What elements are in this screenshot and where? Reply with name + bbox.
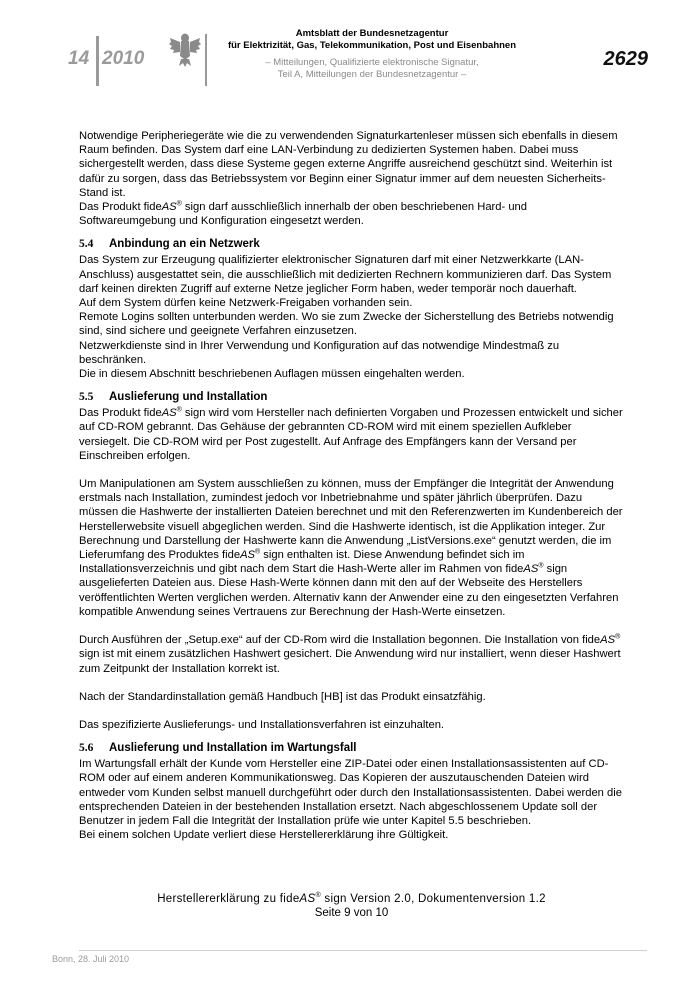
- paragraph: Um Manipulationen am System ausschließen zu können, muss der Empfänger die Integrität der Anwendung erstmals nach Installation, zumindest jedoch vor Inbetriebnahme und später jährlich überprüfen. Dazu müssen die Hashwerte der installierten Dateien berechnet und mit den Referenzwerten im Kundenbereich der Herstellerwebsite visuell abgeglichen werden. Sind die Hashwerte identisch, ist die Applikation integer. Zur Berechnung und Darstellung der Hashwerte kann die Anwendung „ListVersions.exe“ genutzt werden, die im Lieferumfang des Produktes fideAS® sign enthalten ist. Diese Anwendung befindet sich im Installationsverzeichnis und gibt nach dem Start die Hash-Werte aller im Rahmen von fideAS® sign ausgelieferten Dateien aus. Diese Hash-Werte können dann mit den auf der Webseite des Herstellers veröffentlichten Werten verglichen werden. Alternativ kann der Anwender eine zu den eingesetzten Verfahren kompatible Anwendung seines Vertrauens zur Berechnung der Hash-Werte einsetzen.: [79, 478, 623, 618]
- section-heading-5-5: [79, 390, 624, 406]
- paragraph: Notwendige Peripheriegeräte wie die zu verwendenden Signaturkartenleser müssen sich ebenfalls in diesem Raum befinden. Das System darf eine LAN-Verbindung zu dedizierten Systemen haben. Dabei muss sichergestellt werden, dass diese Systeme gegen externe Angriffe ausreichend geschützt sind. Weiterhin ist dafür zu sorgen, dass das Betriebssystem vor Beginn einer Signatur immer auf dem neuesten Sicherheits-Stand ist.: [79, 130, 618, 199]
- publication-date: Bonn, 28. Juli 2010: [52, 954, 130, 964]
- issue-year: 2010: [102, 48, 145, 69]
- gazette-title: [222, 28, 522, 52]
- footer-document-title: Herstellererklärung zu fideAS® sign Version 2.0, Dokumentenversion 1.2: [157, 892, 546, 905]
- section-heading-5-4: [79, 237, 624, 253]
- document-body: [79, 129, 624, 842]
- paragraph: Die in diesem Abschnitt beschriebenen Auflagen müssen eingehalten werden.: [79, 368, 465, 381]
- paragraph: Durch Ausführen der „Setup.exe“ auf der CD-Rom wird die Installation begonnen. Die Installation von fideAS® sign ist mit einem zusätzlichen Hashwert gesichert. Die Anwendung wird nur installiert, wenn dieser Hashwert zum Zeitpunkt der Installation korrekt ist.: [79, 633, 621, 675]
- paragraph: Netzwerkdienste sind in Ihrer Verwendung und Konfiguration auf das notwendige Mindestmaß zu beschränken.: [79, 339, 560, 366]
- footer-rule: [79, 950, 647, 951]
- paragraph: Das spezifizierte Auslieferungs- und Installationsverfahren ist einzuhalten.: [79, 718, 445, 731]
- paragraph: Remote Logins sollten unterbunden werden. Wo sie zum Zwecke der Sicherstellung des Betriebs notwendig sind, sind sichere und geeignete Verfahren einzusetzen.: [79, 311, 614, 338]
- section-number: 5.6: [79, 742, 94, 755]
- paragraph: Nach der Standardinstallation gemäß Handbuch [HB] ist das Produkt einsatzfähig.: [79, 690, 486, 703]
- section-number: 5.4: [79, 238, 94, 251]
- gazette-title-line1: Amtsblatt der Bundesnetzagentur: [295, 28, 449, 39]
- paragraph: Das System zur Erzeugung qualifizierter elektronischer Signaturen darf mit einer Netzwerkkarte (LAN-Anschluss) ausgestattet sein, die ausschließlich mit dedizierten Rechnern kommunizieren darf. Das System darf keinen direkten Zugriff auf externe Netze jeglicher Form haben, weder temporär noch dauerhaft.: [79, 254, 612, 295]
- gazette-subtitle: [222, 57, 522, 81]
- gazette-title-line2: für Elektrizität, Gas, Telekommunikation, Post und Eisenbahnen: [227, 40, 517, 51]
- header-divider: [96, 36, 99, 86]
- header-divider-right: [205, 34, 207, 86]
- paragraph: Bei einem solchen Update verliert diese Herstellererklärung ihre Gültigkeit.: [79, 829, 449, 842]
- document-footer: [79, 892, 624, 920]
- page-number: 2629: [603, 48, 648, 70]
- gazette-subtitle-line2: Teil A, Mitteilungen der Bundesnetzagentur –: [277, 69, 467, 80]
- paragraph: Auf dem System dürfen keine Netzwerk-Freigaben vorhanden sein.: [79, 297, 413, 310]
- section-heading-5-6: [79, 741, 624, 757]
- gazette-subtitle-line1: – Mitteilungen, Qualifizierte elektronische Signatur,: [265, 57, 479, 68]
- paragraph: Im Wartungsfall erhält der Kunde vom Hersteller eine ZIP-Datei oder einen Installationsassistenten auf CD-ROM oder auf einem anderen Kommunikationsweg. Das Kopieren der auszutauschenden Dateien wird entweder vom Kunden selbst manuell durchgeführt oder durch den Installationsassistenten. Dabei werden die entsprechenden Dateien in der bestehenden Installation ersetzt. Nach abgeschlossenem Update soll der Benutzer in jedem Fall die Integrität der Installation prüfe wie unter Kapitel 5.5 beschrieben.: [79, 758, 622, 827]
- section-title: Anbindung an ein Netzwerk: [109, 238, 260, 251]
- paragraph: Das Produkt fideAS® sign darf ausschließlich innerhalb der oben beschriebenen Hard- und Softwareumgebung und Konfiguration eingesetzt werden.: [79, 200, 527, 228]
- issue-number: 14: [68, 48, 90, 69]
- paragraph: Das Produkt fideAS® sign wird vom Hersteller nach definierten Vorgaben und Prozessen entwickelt und sicher auf CD-ROM gebrannt. Das Gehäuse der gebrannten CD-ROM wird mit einem speziellen Aufkleber versiegelt. Die CD-ROM wird per Post zugestellt. Auf Anfrage des Empfängers kann der Versand per Einschreiben erfolgen.: [79, 406, 623, 462]
- federal-eagle-icon: [168, 30, 202, 68]
- footer-page-count: Seite 9 von 10: [314, 907, 389, 919]
- section-title: Auslieferung und Installation: [109, 391, 268, 404]
- section-title: Auslieferung und Installation im Wartungsfall: [109, 742, 357, 755]
- section-number: 5.5: [79, 391, 94, 404]
